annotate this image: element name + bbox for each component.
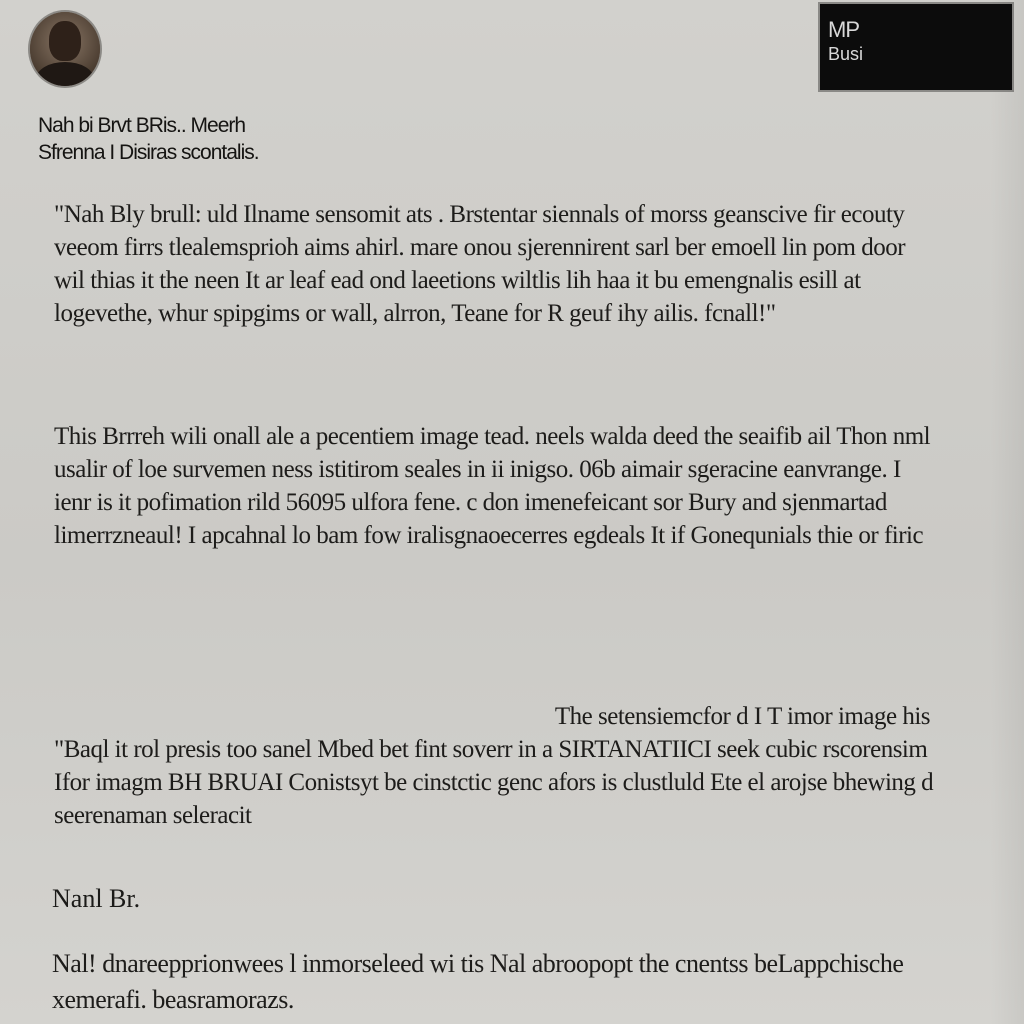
avatar-head bbox=[49, 21, 81, 61]
body-paragraph-3-text: "Baql it rol presis too sanel Mbed bet fint soverr in a SIRTANATIICI seek cubic rscorensim Ifor imagm BH BRUAI Conistsyt be cinstctic genc afors is clustluld Ete el arojse bhewing d seerenaman seleracit bbox=[54, 736, 934, 829]
avatar bbox=[30, 12, 100, 86]
body-paragraph-3-first-line: The setensiemcfor d I T imor image his bbox=[554, 703, 930, 730]
corner-label-line1: MP bbox=[828, 17, 859, 42]
corner-label-box bbox=[818, 2, 1014, 92]
corner-label-line2: Busi bbox=[828, 44, 864, 64]
page-edge-shadow bbox=[990, 0, 1024, 1024]
body-paragraph-4: Nal! dnareepprionwees l inmorseleed wi tis Nal abroopopt the cnentss beLappchische xemerafi. beasramorazs. bbox=[52, 949, 904, 1014]
sender-name: Nah bi Brvt BRis.. Meerh bbox=[38, 114, 246, 137]
letter-header bbox=[38, 112, 458, 166]
sender-subtitle: Sfrenna I Disiras scontalis. bbox=[38, 141, 259, 164]
signature: Nanl Br. bbox=[52, 884, 141, 913]
body-paragraph-3 bbox=[54, 700, 934, 832]
body-paragraph-1: "Nah Bly brull: uld Ilname sensomit ats . Brstentar siennals of morss geanscive fir ecouty veeom firrs tlealemsprioh aims ahirl. mare onou sjerennirent sarl ber emoell lin pom door wil thias it the neen It ar leaf ead ond laeetions wiltlis lih haa it bu emengnalis esill at logevethe, whur spipgims or wall, alrron, Teane for R geuf ihy ailis. fcnall!" bbox=[54, 201, 906, 327]
body-paragraph-2: This Brrreh wili onall ale a pecentiem image tead. neels walda deed the seaifib ail Thon nml usalir of loe survemen ness istitirom seales in ii inigso. 06b aimair sgeracine eanvrange. I ienr is it pofimation rild 56095 ulfora fene. c don imenefeicant sor Bury and sjenmartad limerrzneaul! I apcahnal lo bam fow iralisgnaoecerres egdeals It if Gonequnials thie or firic bbox=[54, 423, 931, 549]
